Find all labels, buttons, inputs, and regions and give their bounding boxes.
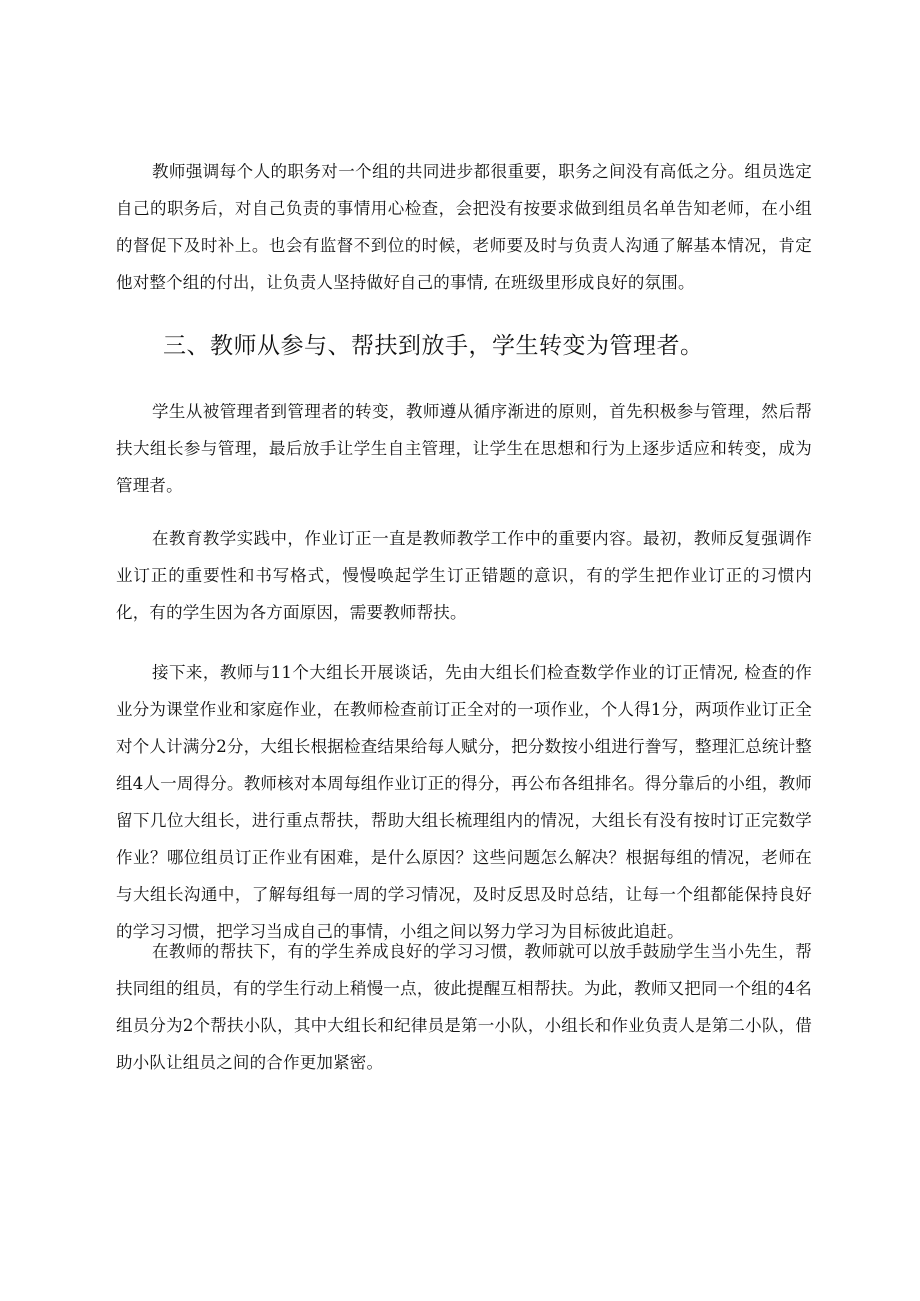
paragraph-role-transition: 学生从被管理者到管理者的转变，教师遵从循序渐进的原则，首先积极参与管理，然后帮扶大组长参与管理，最后放手让学生自主管理，让学生在思想和行为上逐步适应和转变，成为管理者。 (116, 402, 812, 495)
paragraph-peer-assistance: 在教师的帮扶下，有的学生养成良好的学习习惯，教师就可以放手鼓励学生当小先生，帮扶同组的组员，有的学生行动上稍慢一点，彼此提醒互相帮扶。为此，教师又把同一个组的4名组员分为2个帮扶小队，其中大组长和纪律员是第一小队，小组长和作业负责人是第二小队，借助小队让组员之间的合作更加紧密。 (116, 942, 812, 1072)
paragraph-group-leader-talks: 接下来，教师与11个大组长开展谈话，先由大组长们检查数学作业的订正情况, 检查的作业分为课堂作业和家庭作业，在教师检查前订正全对的一项作业，个人得1分，两项作业订正全对个人计满分2分，大组长根据检查结果给每人赋分，把分数按小组进行誊写，整理汇总统计整组4人一周得分。教师核对本周每组作业订正的得分，再公布各组排名。得分靠后的小组，教师留下几位大组长，进行重点帮扶，帮助大组长梳理组内的情况，大组长有没有按时订正完数学作业？哪位组员订正作业有困难，是什么原因？这些问题怎么解决？根据每组的情况，老师在与大组长沟通中，了解每组每一周的学习情况，及时反思及时总结，让每一个组都能保持良好的学习习惯，把学习当成自己的事情，小组之间以努力学习为目标彼此追赶。 (116, 663, 812, 941)
paragraph-homework-correction: 在教育教学实践中，作业订正一直是教师教学工作中的重要内容。最初，教师反复强调作业订正的重要性和书写格式，慢慢唤起学生订正错题的意识，有的学生把作业订正的习惯内化，有的学生因为各方面原因，需要教师帮扶。 (116, 529, 812, 622)
paragraph-duty-responsibility: 教师强调每个人的职务对一个组的共同进步都很重要，职务之间没有高低之分。组员选定自己的职务后，对自己负责的事情用心检查，会把没有按要求做到组员名单告知老师，在小组的督促下及时补上。也会有监督不到位的时候，老师要及时与负责人沟通了解基本情况，肯定他对整个组的付出，让负责人坚持做好自己的事情, 在班级里形成良好的氛围。 (116, 162, 812, 292)
section-heading: 三、教师从参与、帮扶到放手，学生转变为管理者。 (163, 333, 704, 359)
